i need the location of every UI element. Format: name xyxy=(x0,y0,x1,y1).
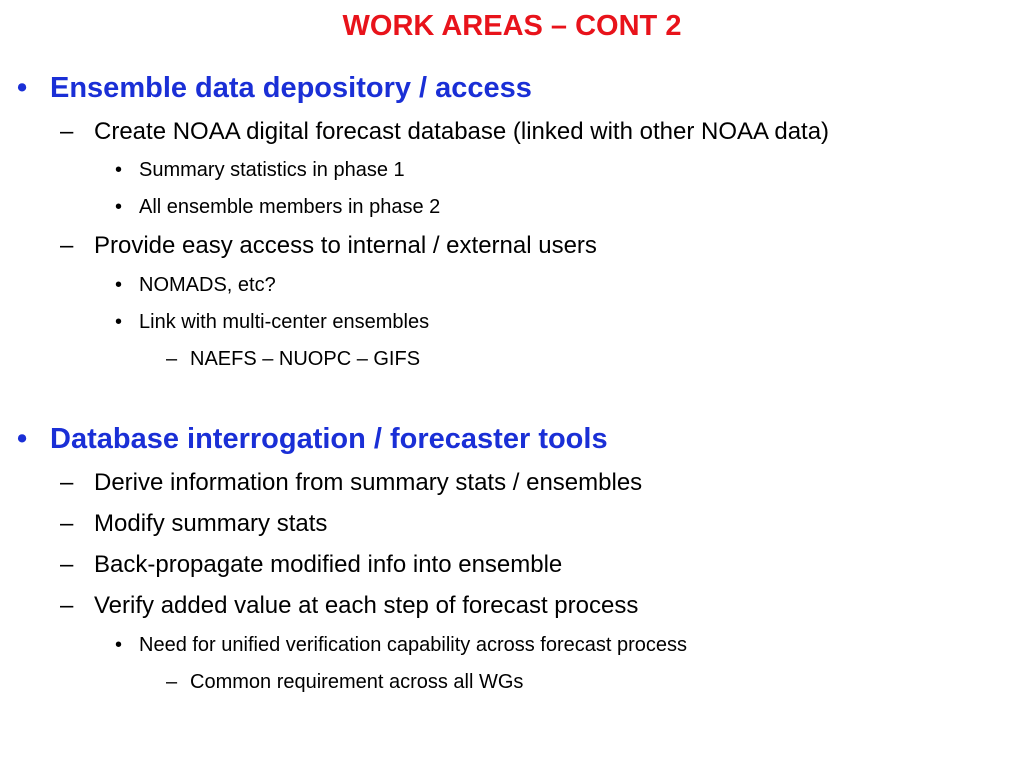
list-item-back-propagate xyxy=(60,550,563,580)
list-item-text: Need for unified verification capability across forecast process xyxy=(139,634,688,656)
list-item-text: Verify added value at each step of forecast process xyxy=(94,592,639,619)
list-item-all-members xyxy=(115,194,441,220)
list-item-text: Link with multi-center ensembles xyxy=(139,311,430,333)
list-item-text: Back-propagate modified info into ensemble xyxy=(94,551,563,578)
slide-title: WORK AREAS – CONT 2 xyxy=(342,10,682,42)
dash-marker: – xyxy=(60,510,74,537)
list-item-nomads xyxy=(115,272,276,298)
list-item-multi-center xyxy=(115,309,430,335)
section-heading-text: Ensemble data depository / access xyxy=(50,72,532,104)
dash-marker: – xyxy=(60,551,74,578)
section-heading-database-interrogation xyxy=(17,422,608,456)
list-item-common-requirement xyxy=(166,669,524,695)
list-item-text: Modify summary stats xyxy=(94,510,328,537)
list-item-naefs xyxy=(166,346,421,372)
bullet-marker: • xyxy=(115,274,123,296)
list-item-text: All ensemble members in phase 2 xyxy=(139,196,441,218)
dash-marker: – xyxy=(60,118,74,145)
dash-marker: – xyxy=(60,232,74,259)
list-item-text: NAEFS – NUOPC – GIFS xyxy=(190,348,421,370)
dash-marker: – xyxy=(166,348,178,370)
dash-marker: – xyxy=(166,671,178,693)
bullet-marker: • xyxy=(115,634,123,656)
list-item-summary-statistics xyxy=(115,157,405,183)
list-item-text: Create NOAA digital forecast database (linked with other NOAA data) xyxy=(94,118,830,145)
bullet-marker: • xyxy=(115,311,123,333)
list-item-text: NOMADS, etc? xyxy=(139,274,276,296)
list-item-unified-verification xyxy=(115,632,688,658)
section-heading-text: Database interrogation / forecaster tools xyxy=(50,423,608,455)
list-item-easy-access xyxy=(60,231,597,261)
dash-marker: – xyxy=(60,469,74,496)
list-item-text: Provide easy access to internal / external users xyxy=(94,232,597,259)
bullet-marker: • xyxy=(115,196,123,218)
list-item-text: Summary statistics in phase 1 xyxy=(139,159,405,181)
list-item-derive-information xyxy=(60,468,643,498)
list-item-text: Derive information from summary stats / ensembles xyxy=(94,469,643,496)
list-item-text: Common requirement across all WGs xyxy=(190,671,524,693)
list-item-modify-stats xyxy=(60,509,328,539)
list-item-noaa-database xyxy=(60,117,830,147)
list-item-verify-added-value xyxy=(60,591,639,621)
bullet-marker: • xyxy=(115,159,123,181)
bullet-marker: • xyxy=(17,72,28,104)
section-heading-ensemble-depository xyxy=(17,71,532,105)
bullet-marker: • xyxy=(17,423,28,455)
dash-marker: – xyxy=(60,592,74,619)
